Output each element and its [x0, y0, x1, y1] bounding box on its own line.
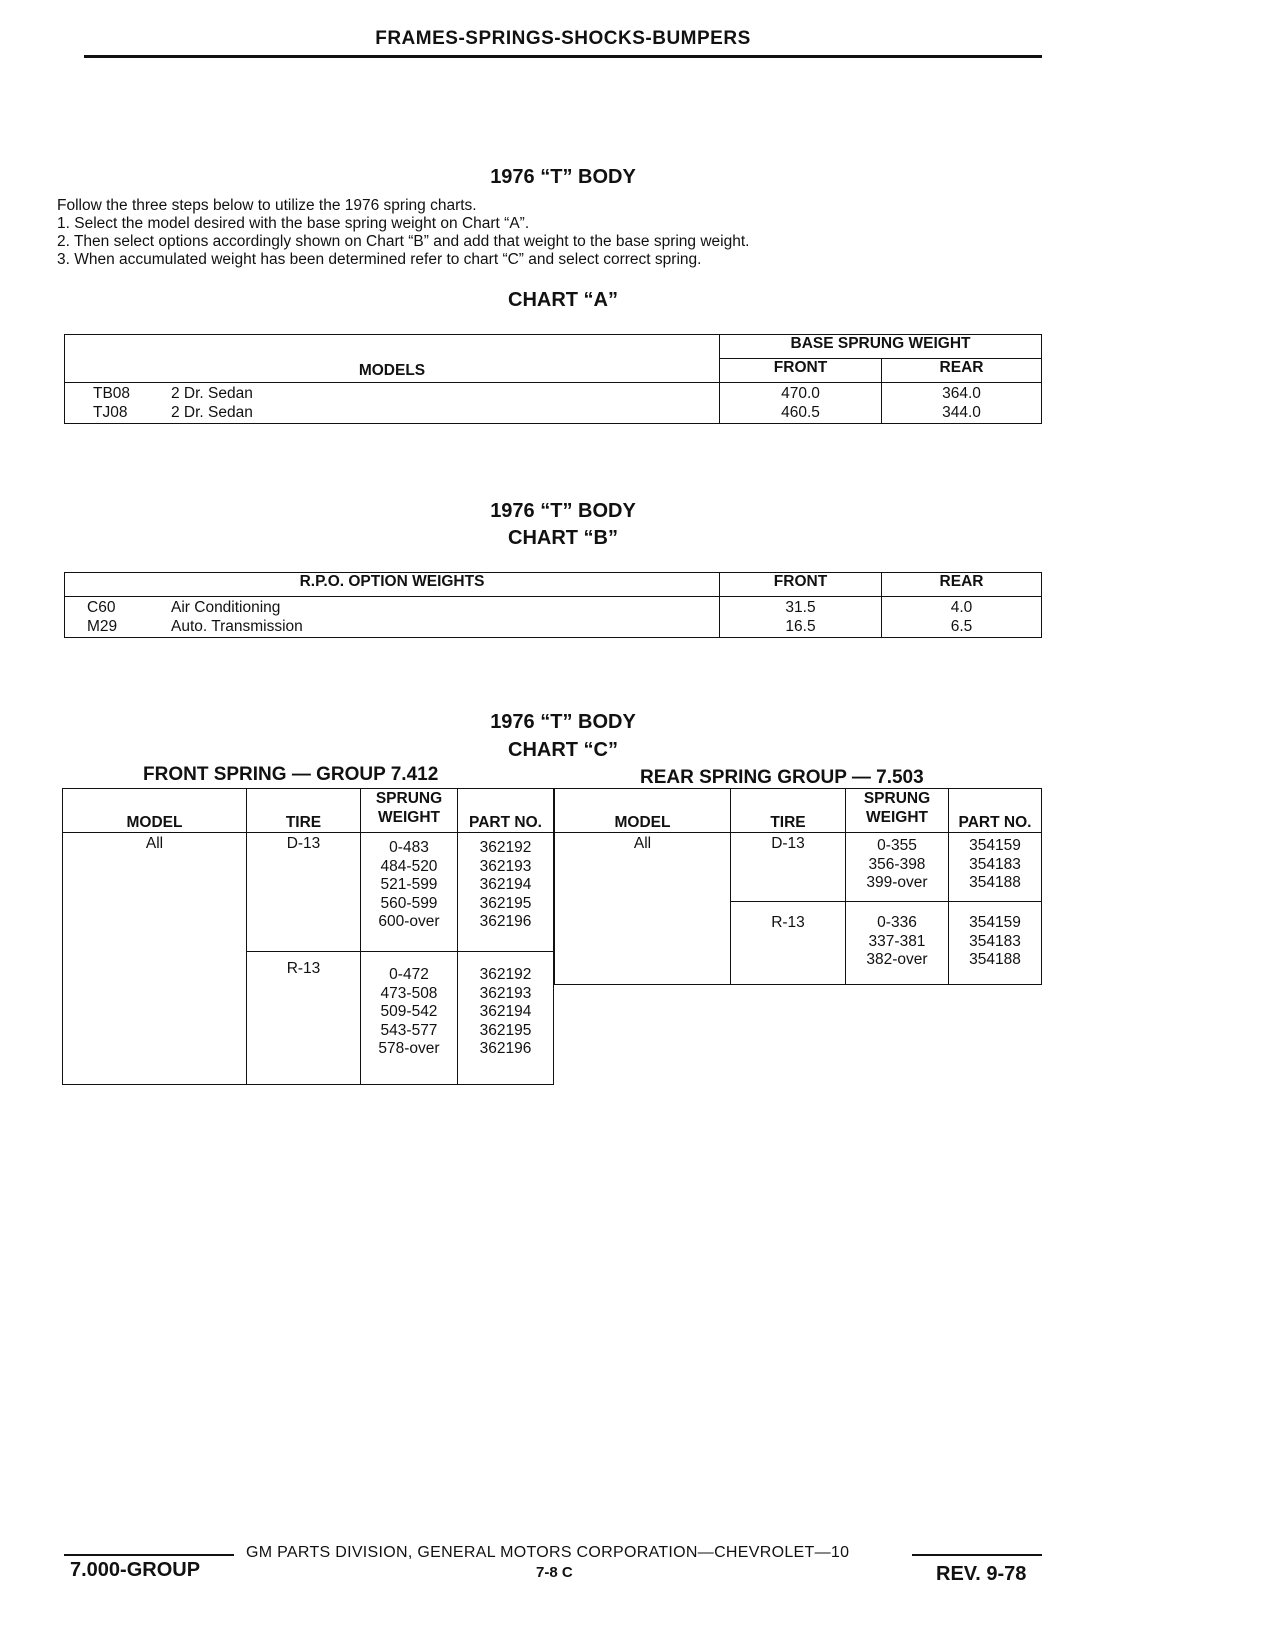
rear-values-cell: 364.0 344.0: [882, 383, 1042, 424]
tire-cell: R-13: [247, 952, 361, 1085]
front-header: FRONT: [720, 573, 882, 597]
footer-page: 7-8 C: [536, 1564, 573, 1581]
section-b-title: 1976 “T” BODY: [490, 500, 636, 522]
rpo-header: R.P.O. OPTION WEIGHTS: [65, 573, 720, 597]
tire-header: TIRE: [247, 789, 361, 833]
tire-cell: D-13: [731, 833, 846, 902]
instruction-line: 3. When accumulated weight has been determined refer to chart “C” and select correct spring.: [57, 251, 702, 268]
front-header: FRONT: [720, 359, 882, 383]
model-header: MODEL: [555, 789, 731, 833]
rear-spring-group-title: REAR SPRING GROUP — 7.503: [640, 767, 924, 788]
chart-a-table: [64, 334, 1042, 424]
chart-b-table: [64, 572, 1042, 638]
table-row: M29 Auto. Transmission: [87, 617, 303, 635]
footer-rev: REV. 9-78: [936, 1563, 1027, 1585]
front-spring-table: [62, 788, 554, 1085]
page-header-title: FRAMES-SPRINGS-SHOCKS-BUMPERS: [375, 28, 751, 49]
models-header-cell: [65, 335, 720, 383]
weights-cell: 0-336 337-381 382-over: [846, 902, 949, 985]
front-values-cell: 470.0 460.5: [720, 383, 882, 424]
rear-spring-table: [554, 788, 1042, 985]
front-values-cell: 31.5 16.5: [720, 597, 882, 638]
weights-cell: 0-483 484-520 521-599 560-599 600-over: [361, 833, 458, 952]
part-no-header: PART NO.: [949, 789, 1042, 833]
table-row: TB08 2 Dr. Sedan: [93, 385, 253, 402]
model-cell: All: [63, 833, 247, 1085]
table-row: C60 Air Conditioning: [87, 599, 281, 616]
footer-rule-left: [64, 1554, 234, 1556]
chart-b-title: CHART “B”: [508, 527, 618, 549]
sprung-weight-header: SPRUNG WEIGHT: [846, 789, 949, 833]
section-a-title: 1976 “T” BODY: [490, 166, 636, 188]
footer-group: 7.000-GROUP: [70, 1559, 201, 1581]
base-sprung-weight-header: BASE SPRUNG WEIGHT: [720, 335, 1042, 359]
weights-cell: 0-355 356-398 399-over: [846, 833, 949, 902]
chart-c-title: CHART “C”: [508, 739, 618, 761]
footer-rule-right: [912, 1554, 1042, 1556]
tire-header: TIRE: [731, 789, 846, 833]
instruction-line: 2. Then select options accordingly shown on Chart “B” and add that weight to the base spring weight.: [57, 233, 750, 250]
instruction-line: Follow the three steps below to utilize the 1976 spring charts.: [57, 197, 477, 214]
header-rule: [84, 55, 1042, 58]
models-header: MODELS: [358, 362, 426, 379]
instructions: [57, 197, 749, 269]
model-header: MODEL: [63, 789, 247, 833]
part-numbers-cell: 354159 354183 354188: [949, 902, 1042, 985]
table-row: TJ08 2 Dr. Sedan: [93, 403, 253, 421]
part-numbers-cell: 362192 362193 362194 362195 362196: [458, 952, 554, 1085]
weights-cell: 0-472 473-508 509-542 543-577 578-over: [361, 952, 458, 1085]
models-cell: [65, 383, 720, 424]
part-no-header: PART NO.: [458, 789, 554, 833]
tire-cell: D-13: [247, 833, 361, 952]
front-spring-group-title: FRONT SPRING — GROUP 7.412: [143, 764, 439, 785]
rear-header: REAR: [882, 573, 1042, 597]
rear-header: REAR: [882, 359, 1042, 383]
footer-division: GM PARTS DIVISION, GENERAL MOTORS CORPORATION—CHEVROLET—10: [246, 1544, 850, 1561]
sprung-weight-header: SPRUNG WEIGHT: [361, 789, 458, 833]
chart-a-title: CHART “A”: [508, 289, 618, 311]
section-c-title: 1976 “T” BODY: [490, 711, 636, 733]
rear-values-cell: 4.0 6.5: [882, 597, 1042, 638]
options-cell: [65, 597, 720, 638]
part-numbers-cell: 362192 362193 362194 362195 362196: [458, 833, 554, 952]
model-cell: All: [555, 833, 731, 985]
instruction-line: 1. Select the model desired with the base spring weight on Chart “A”.: [57, 215, 530, 232]
part-numbers-cell: 354159 354183 354188: [949, 833, 1042, 902]
tire-cell: R-13: [731, 902, 846, 985]
